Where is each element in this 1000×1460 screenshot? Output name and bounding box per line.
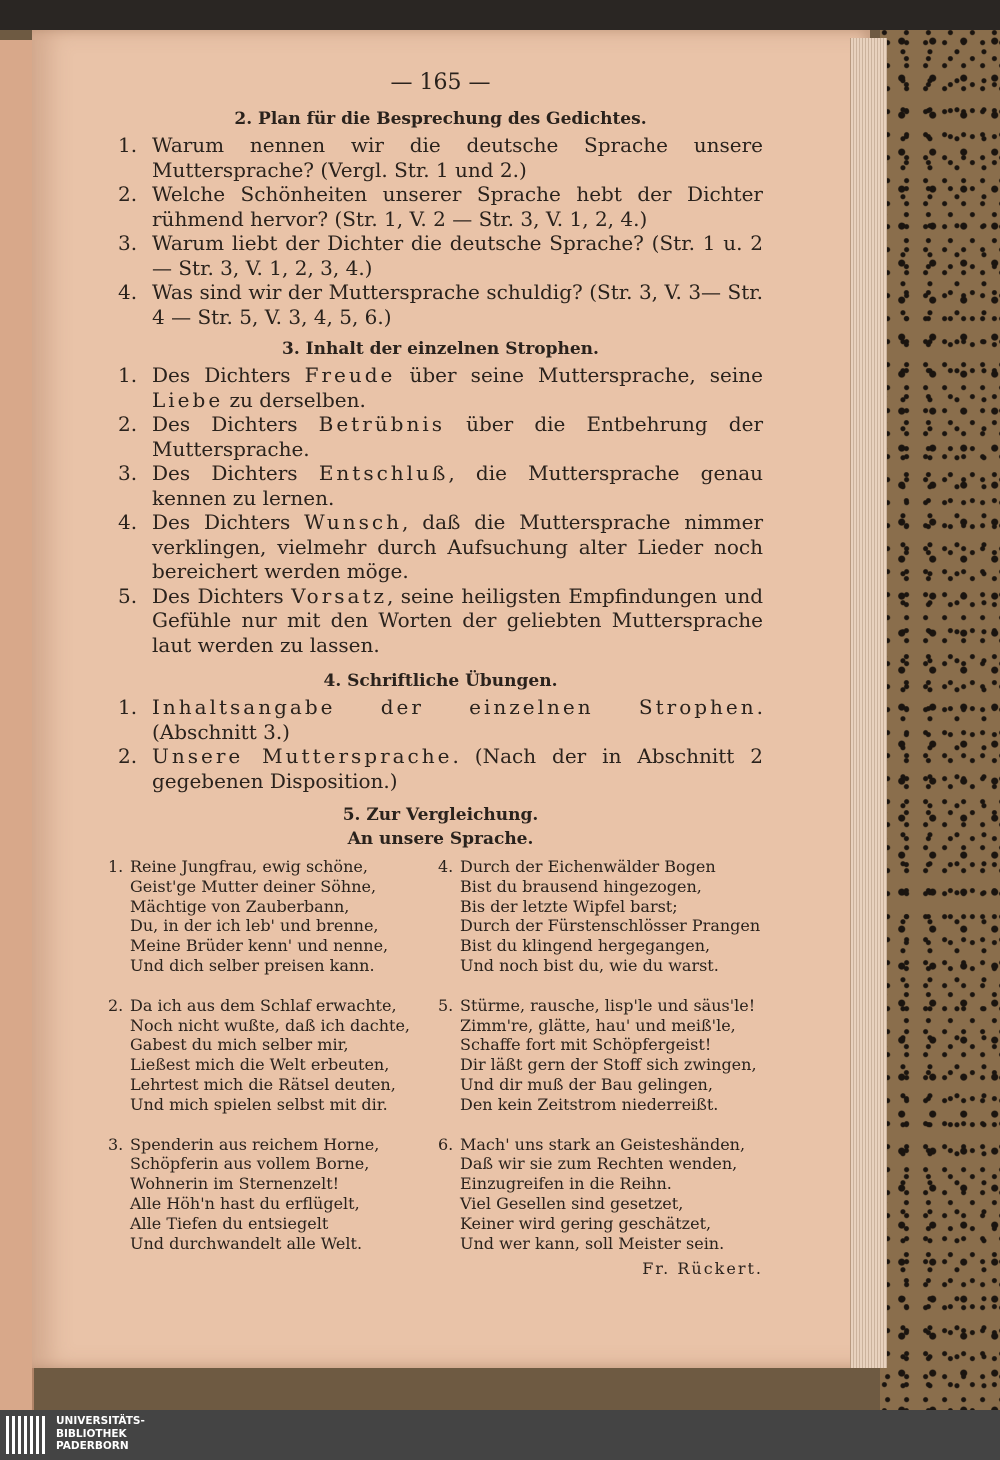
list-item: 2. Unsere Muttersprache. (Nach der in Abschnitt 2 gegebenen Disposition.): [118, 744, 763, 793]
page-number: — 165 —: [390, 70, 491, 95]
section-heading: 2. Plan für die Besprechung des Gedichtes.: [234, 109, 647, 129]
library-footer: [0, 1410, 1000, 1460]
list-item: 5. Des Dichters Vorsatz, seine heiligsten Empfindungen und Gefühle nur mit den Worten der geliebten Muttersprache laut werden zu lassen.: [118, 583, 763, 657]
list-item: 1. Inhaltsangabe der einzelnen Strophen. (Abschnitt 3.): [118, 695, 763, 744]
stanza: 6. Mach' uns stark an Geisteshänden, Daß wir sie zum Rechten wenden, Einzugreifen in die Reihn. Viel Gesellen sind gesetzet, Keiner wird gering geschätzet, Und wer kann, soll Meister sein.: [438, 1134, 746, 1253]
library-logo-icon: [6, 1416, 46, 1454]
section-comparison: [108, 805, 763, 1279]
list-item: 3. Des Dichters Entschluß, die Muttersprache genau kennen zu lernen.: [118, 461, 764, 510]
list-item: 1. Des Dichters Freude über seine Muttersprache, seine Liebe zu derselben.: [118, 363, 763, 412]
section-heading: 4. Schriftliche Übungen.: [323, 671, 558, 691]
list-item: 2. Des Dichters Betrübnis über die Entbehrung der Muttersprache.: [118, 412, 764, 461]
section-plan: [118, 109, 763, 329]
library-name: UNIVERSITÄTS- BIBLIOTHEK PADERBORN: [56, 1415, 145, 1452]
section-content: [118, 339, 763, 657]
poem: [108, 857, 763, 1279]
poem-title: An unsere Sprache.: [347, 829, 534, 849]
section-heading: 5. Zur Vergleichung.: [342, 805, 539, 825]
list-item: 4. Was sind wir der Muttersprache schuldig? (Str. 3, V. 3— Str. 4 — Str. 5, V. 3, 4, 5, 6.): [118, 280, 763, 329]
stanza: 4. Durch der Eichenwälder Bogen Bist du brausend hingezogen, Bis der letzte Wipfel barst; Durch der Fürstenschlösser Prangen Bist du klingend hergegangen, Und noch bist du, wie du warst.: [438, 857, 761, 975]
list-item: 1. Warum nennen wir die deutsche Sprache unsere Muttersprache? (Vergl. Str. 1 und 2.): [118, 133, 763, 182]
marbled-cover: [880, 30, 1000, 1410]
stanza: 1. Reine Jungfrau, ewig schöne, Geist'ge Mutter deiner Söhne, Mächtige von Zauberbann, Du, in der ich leb' und brenne, Meine Brüder kenn' und nenne, Und dich selber preisen kann.: [108, 857, 389, 975]
poem-column-right: [438, 857, 763, 1279]
stanza: 2. Da ich aus dem Schlaf erwachte, Noch nicht wußte, daß ich dachte, Gabest du mich selber mir, Ließest mich die Welt erbeuten, Lehrtest mich die Rätsel deuten, Und mich spielen selbst mit dir.: [108, 995, 410, 1114]
section-heading: 3. Inhalt der einzelnen Strophen.: [282, 339, 599, 359]
list-item: 3. Warum liebt der Dichter die deutsche Sprache? (Str. 1 u. 2— Str. 3, V. 1, 2, 3, 4.): [118, 231, 763, 280]
list-item: 4. Des Dichters Wunsch, daß die Muttersprache nimmer verklingen, vielmehr durch Aufsuchung alter Lieder noch bereichert werden möge.: [118, 510, 764, 583]
page-stack-edge: [850, 38, 887, 1368]
stanza: 5. Stürme, rausche, lisp'le und säus'le! Zimm're, glätte, hau' und meiß'le, Schaffe fort mit Schöpfergeist! Dir läßt gern der Stoff sich zwingen, Und dir muß der Bau gelingen, Den kein Zeitstrom niederreißt.: [438, 995, 757, 1114]
stanza: 3. Spenderin aus reichem Horne, Schöpferin aus vollem Borne, Wohnerin im Sternenzelt! Alle Höh'n hast du erflügelt, Alle Tiefen du entsiegelt Und durchwandelt alle Welt.: [108, 1134, 380, 1253]
facing-page-edge: [0, 40, 34, 1410]
poem-column-left: [108, 857, 433, 1279]
list-item: 2. Welche Schönheiten unserer Sprache hebt der Dichter rühmend hervor? (Str. 1, V. 2 — Str. 3, V. 1, 2, 4.): [118, 182, 763, 231]
page-content: [108, 70, 764, 1279]
poem-author: Fr. Rückert.: [642, 1259, 763, 1279]
section-exercises: [118, 671, 763, 793]
